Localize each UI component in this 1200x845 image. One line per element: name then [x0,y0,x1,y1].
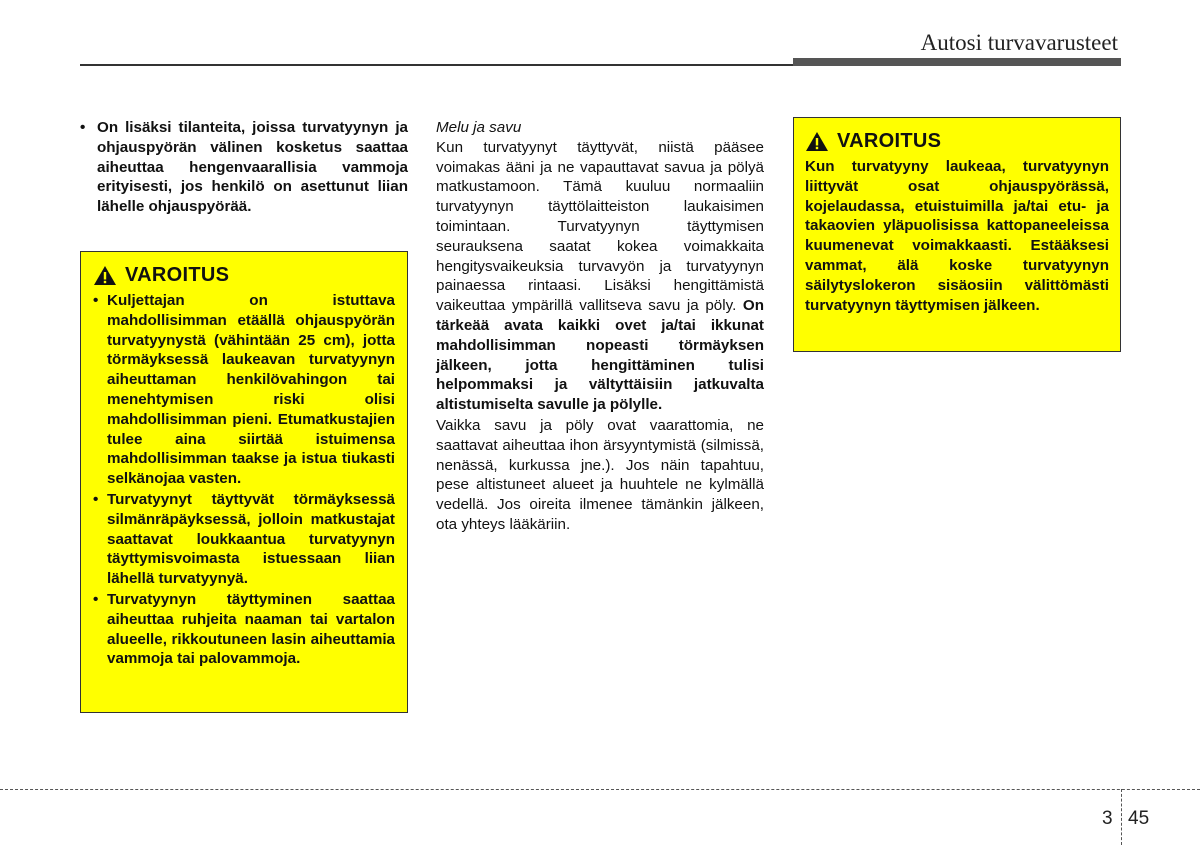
warning-body-text: Kun turvatyyny laukeaa, turvatyynyn liittyvät osat ohjauspyörässä, kojelaudassa, etuistuimilla ja/tai etu- ja takaovien yläpuolisissa kattopaneeleissa kuumenevat voimakkaasti. Estääksesi vammat, älä koske turvatyynyn säilytyslokeron sisäosiin välittömästi turvatyynyn täyttymisen jälkeen. [805,158,1109,314]
warning-title: VAROITUS [837,130,942,152]
page-number: 45 [1128,808,1150,829]
warning-title: VAROITUS [125,264,230,286]
bullet-marker: • [80,119,86,136]
paragraph [436,138,764,415]
middle-column [436,118,764,535]
list-item [93,291,395,489]
section-subheading: Melu ja savu [436,119,522,136]
warning-item-text: Turvatyynyn täyttyminen saattaa aiheuttaa ruhjeita naaman tai vartalon alueelle, rikkoutuneen lasin aiheuttamia vammoja tai palovammoja. [107,590,395,668]
bullet-marker: • [93,490,99,508]
bullet-marker: • [93,590,99,608]
footer-divider [0,789,1200,790]
warning-box-right [793,117,1121,352]
left-column [80,118,408,217]
warning-box-left [80,251,408,713]
paragraph: Vaikka savu ja pöly ovat vaarattomia, ne saattavat aiheuttaa ihon ärsyyntymistä (silmissä, nenässä, kurkussa jne.). Jos näin tapahtuu, pese altistuneet alueet ja huuhtele ne kylmällä vedellä. Jos oireita ilmenee tämänkin jälkeen, ota yhteys lääkäriin. [436,416,764,533]
warning-heading [805,130,1109,153]
header-rule [80,64,793,66]
list-item [93,590,395,669]
bullet-text: On lisäksi tilanteita, joissa turvatyynyn ja ohjauspyörän välinen kosketus saattaa aiheuttaa hengenvaarallisia vammoja erityisesti, jos henkilö on asettunut liian lähelle ohjauspyörää. [97,119,408,216]
warning-item-text: Kuljettajan on istuttava mahdollisimman etäällä ohjauspyörän turvatyynystä (vähintään 25 cm), jotta törmäyksessä laukeavan turvatyynyn aiheuttaman henkilövahingon tai menehtymisen riski olisi mahdollisimman pieni. Etumatkustajien tulee aina siirtää istuimensa mahdollisimman taakse ja istua tiukasti selkänojaa vasten. [107,292,395,488]
warning-triangle-icon [93,265,117,286]
paragraph-text: Kun turvatyynyt täyttyvät, niistä pääsee voimakas ääni ja ne vapauttavat savua ja pölyä matkustamoon. Tämä kuuluu normaaliin turvatyynyn täyttölaitteiston laukaisimen toimintaan. Turvatyynyn täyttymisen seurauksena saatat kokea voimakkaita hengitysvaikeuksia turvavyön ja turvatyynyn painaessa rintaasi. Lisäksi hengittämistä vaikeuttaa ympärillä vallitseva savu ja pöly. [436,138,764,315]
paragraph-emphasis: On tärkeää avata kaikki ovet ja/tai ikkunat mahdollisimman nopeasti törmäyksen jälkeen, jotta hengittäminen tulisi helpommaksi ja vältyttäisiin jatkuvalta altistumiselta savulle ja pölylle. [436,297,764,414]
chapter-number: 3 [1102,808,1113,829]
header-rule-accent [793,58,1121,66]
list-item [80,118,408,217]
warning-item-text: Turvatyynyt täyttyvät törmäyksessä silmänräpäyksessä, jolloin matkustajat saattavat loukkaantua turvatyynyn täyttymisvoimasta istuessaan liian lähellä turvatyynyä. [107,490,395,588]
page-header-title: Autosi turvavarusteet [920,30,1118,55]
warning-heading [93,264,395,287]
page-number-divider [1121,789,1122,845]
warning-triangle-icon [805,131,829,152]
list-item [93,490,395,589]
bullet-marker: • [93,292,99,309]
